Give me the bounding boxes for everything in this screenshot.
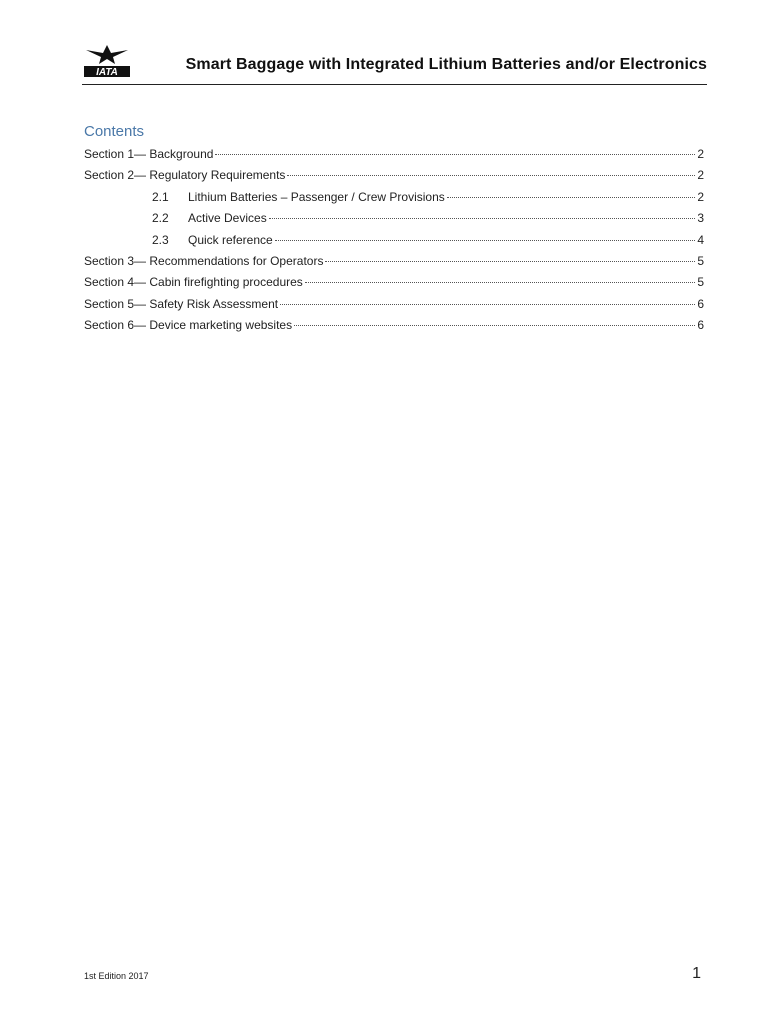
- toc-entry-page: 5: [697, 275, 704, 290]
- toc-entry-section-2[interactable]: [84, 168, 704, 189]
- toc-entry-page: 2: [697, 147, 704, 161]
- toc-entry-page: 6: [697, 318, 704, 333]
- dot-leader: [447, 197, 696, 198]
- toc-entry-section-6[interactable]: [84, 318, 704, 339]
- toc-entry-label: Quick reference: [188, 232, 273, 247]
- toc-entry-2-3[interactable]: [84, 233, 704, 254]
- dot-leader: [280, 304, 695, 305]
- contents-heading: Contents: [84, 123, 145, 140]
- page-number: 1: [692, 965, 701, 982]
- dot-leader: [305, 282, 696, 283]
- toc-entry-label: Active Devices: [188, 211, 267, 226]
- dot-leader: [325, 261, 695, 262]
- toc-entry-label: Section 1— Background: [84, 147, 214, 161]
- toc-entry-page: 2: [697, 189, 704, 204]
- logo-text: IATA: [96, 67, 118, 78]
- dot-leader: [287, 175, 695, 176]
- toc-entry-section-4[interactable]: [84, 275, 704, 296]
- toc-entry-page: 4: [697, 232, 704, 247]
- page-header: [82, 40, 707, 85]
- toc-entry-label: Lithium Batteries – Passenger / Crew Provisions: [188, 189, 445, 204]
- toc-entry-section-1[interactable]: [84, 147, 704, 168]
- toc-entry-number: 2.2: [152, 211, 169, 226]
- toc-entry-section-5[interactable]: [84, 297, 704, 318]
- toc-entry-page: 5: [697, 253, 704, 268]
- toc-entry-page: 3: [697, 211, 704, 226]
- toc-entry-section-3[interactable]: [84, 254, 704, 275]
- toc-entry-2-1[interactable]: [84, 190, 704, 211]
- document-title: Smart Baggage with Integrated Lithium Batteries and/or Electronics: [185, 56, 707, 73]
- toc-entry-label: Section 3— Recommendations for Operators: [84, 253, 324, 268]
- dot-leader: [215, 154, 695, 155]
- toc-entry-label: Section 6— Device marketing websites: [84, 318, 293, 333]
- table-of-contents: [84, 147, 704, 340]
- toc-entry-2-2[interactable]: [84, 211, 704, 232]
- dot-leader: [269, 218, 696, 219]
- toc-entry-label: Section 4— Cabin firefighting procedures: [84, 275, 303, 290]
- edition-footer: 1st Edition 2017: [84, 971, 149, 981]
- dot-leader: [294, 325, 695, 326]
- toc-entry-label: Section 2— Regulatory Requirements: [84, 168, 286, 183]
- dot-leader: [275, 240, 696, 241]
- toc-entry-page: 6: [697, 296, 704, 311]
- iata-logo-icon: [82, 44, 132, 78]
- toc-entry-label: Section 5— Safety Risk Assessment: [84, 296, 279, 311]
- toc-entry-number: 2.3: [152, 232, 169, 247]
- toc-entry-number: 2.1: [152, 189, 169, 204]
- toc-entry-page: 2: [697, 168, 704, 183]
